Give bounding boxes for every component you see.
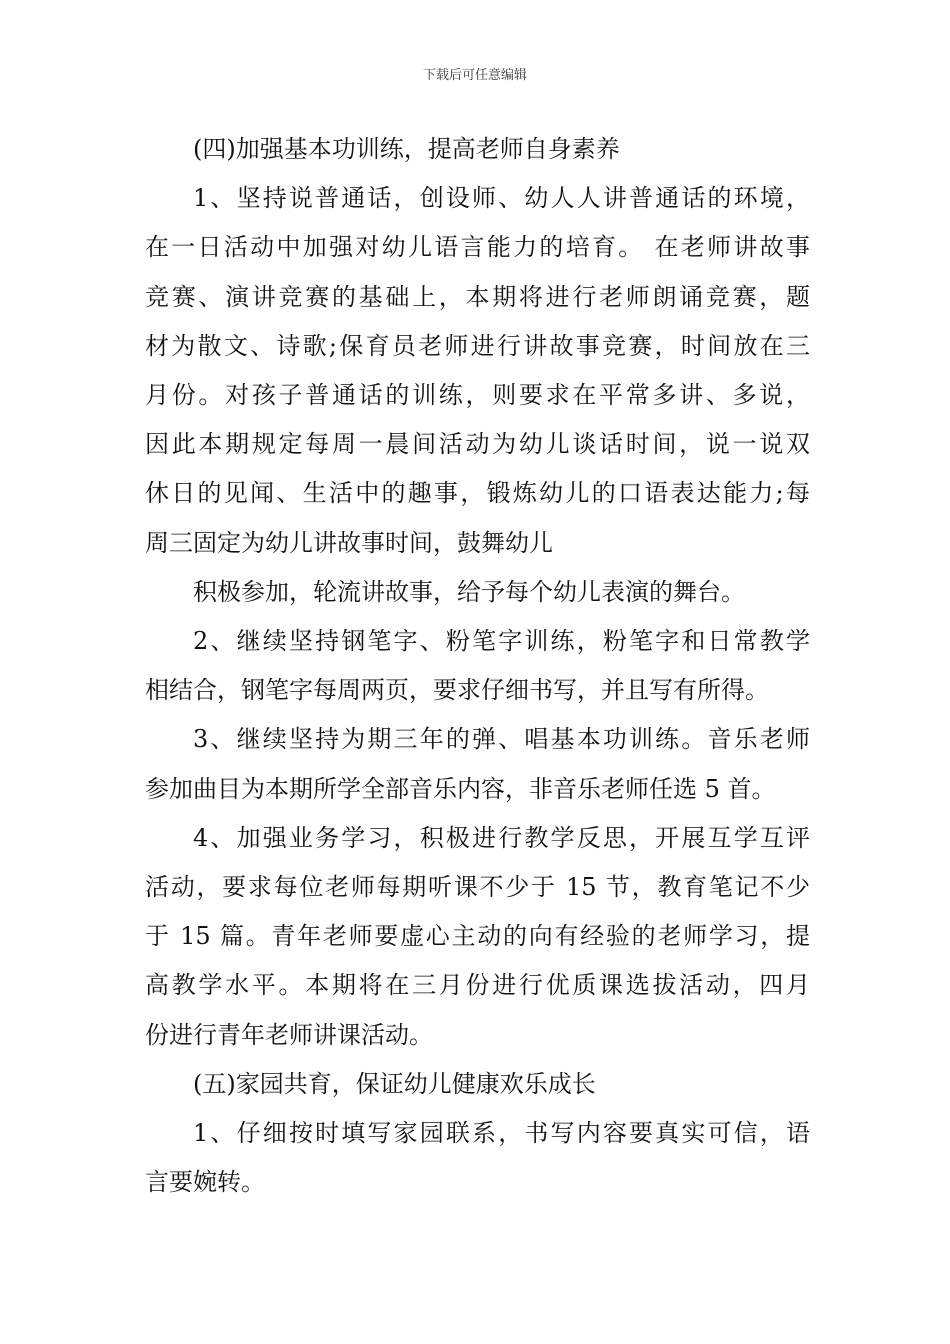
text-line: 1、坚持说普通话，创设师、幼人人讲普通话的环境， — [193, 184, 810, 213]
text-line: 于 15 篇。青年老师要虚心主动的向有经验的老师学习，提 — [145, 922, 810, 951]
text-line: 3、继续坚持为期三年的弹、唱基本功训练。音乐老师 — [193, 725, 810, 754]
text-line: 材为散文、诗歌;保育员老师进行讲故事竞赛，时间放在三 — [145, 331, 810, 360]
text-line: 在一日活动中加强对幼儿语言能力的培育。 在老师讲故事 — [145, 233, 810, 262]
text-line: 1、仔细按时填写家园联系，书写内容要真实可信，语 — [193, 1119, 810, 1148]
paragraph-section-5-heading — [145, 1060, 810, 1109]
document-body — [145, 125, 810, 1207]
paragraph-storytelling-stage — [145, 568, 810, 617]
text-line: 竞赛、演讲竞赛的基础上，本期将进行老师朗诵竞赛，题 — [145, 282, 810, 311]
text-line: 2、继续坚持钢笔字、粉笔字训练，粉笔字和日常教学 — [193, 627, 810, 656]
text-line: 休日的见闻、生活中的趣事，锻炼幼儿的口语表达能力;每 — [145, 479, 810, 508]
text-line: 周三固定为幼儿讲故事时间，鼓舞幼儿 — [145, 528, 553, 557]
text-line: 月份。对孩子普通话的训练，则要求在平常多讲、多说， — [145, 381, 810, 410]
text-line: 积极参加，轮流讲故事，给予每个幼儿表演的舞台。 — [193, 577, 745, 606]
text-line: 因此本期规定每周一晨间活动为幼儿谈话时间，说一说双 — [145, 430, 810, 459]
paragraph-item-2-calligraphy — [145, 617, 810, 715]
paragraph-section-4-heading — [145, 125, 810, 174]
page-header: 下载后可任意编辑 — [422, 68, 527, 83]
text-line: 参加曲目为本期所学全部音乐内容，非音乐老师任选 5 首。 — [145, 774, 776, 803]
text-line: (四)加强基本功训练，提高老师自身素养 — [193, 135, 620, 163]
text-line: 相结合，钢笔字每周两页，要求仔细书写，并且写有所得。 — [145, 676, 769, 705]
text-line: 份进行青年老师讲课活动。 — [145, 1020, 433, 1049]
paragraph-item-1-putonghua — [145, 174, 810, 568]
text-line: 高教学水平。本期将在三月份进行优质课选拔活动，四月 — [145, 971, 810, 1000]
paragraph-item-4-study — [145, 814, 810, 1060]
paragraph-item-3-music — [145, 715, 810, 813]
text-line: 活动，要求每位老师每期听课不少于 15 节，教育笔记不少 — [145, 873, 810, 902]
text-line: 言要婉转。 — [145, 1168, 265, 1197]
text-line: 4、加强业务学习，积极进行教学反思，开展互学互评 — [193, 823, 810, 852]
text-line: (五)家园共育，保证幼儿健康欢乐成长 — [193, 1069, 596, 1098]
paragraph-item-1-home-school — [145, 1109, 810, 1207]
